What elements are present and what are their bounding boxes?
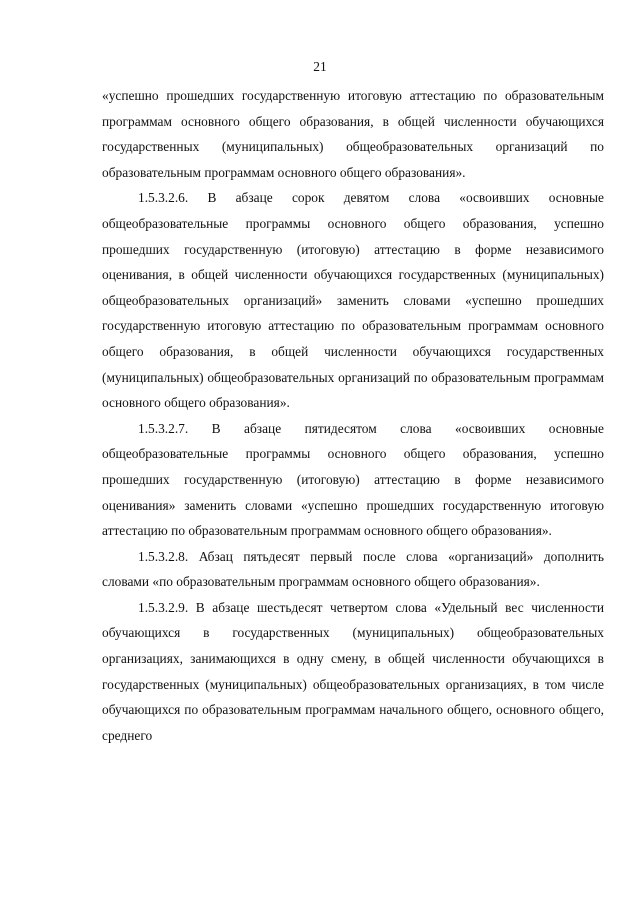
paragraph-1-5-3-2-6: 1.5.3.2.6. В абзаце сорок девятом слова «освоивших основные общеобразовательные программы основного общего образования, успешно прошедших государственную (итоговую) аттестацию в форме независимого оценивания, в общей численности обучающихся государственных (муниципальных) общеобразовательных организаций» заменить словами «успешно прошедших государственную итоговую аттестацию по образовательным программам основного общего образования, в общей численности обучающихся государственных (муниципальных) общеобразовательных организаций по образовательным программам основного общего образования».: [102, 190, 604, 411]
paragraph-1-5-3-2-9: 1.5.3.2.9. В абзаце шестьдесят четвертом слова «Удельный вес численности обучающихся в государственных (муниципальных) общеобразовательных организациях, занимающихся в одну смену, в общей численности обучающихся в государственных (муниципальных) общеобразовательных организациях, в том числе обучающихся по образовательным программам начального общего, основного общего, среднего: [102, 599, 604, 743]
document-body: [102, 83, 604, 748]
page-number: 21: [313, 59, 327, 74]
paragraph-1-5-3-2-7: 1.5.3.2.7. В абзаце пятидесятом слова «освоивших основные общеобразовательные программы основного общего образования, успешно прошедших государственную (итоговую) аттестацию в форме независимого оценивания» заменить словами «успешно прошедших государственную итоговую аттестацию по образовательным программам основного общего образования».: [102, 420, 604, 539]
paragraph-1-5-3-2-8: 1.5.3.2.8. Абзац пятьдесят первый после слова «организаций» дополнить словами «по образовательным программам основного общего образования».: [102, 548, 604, 590]
paragraph-continuation: «успешно прошедших государственную итоговую аттестацию по образовательным программам основного общего образования, в общей численности обучающихся государственных (муниципальных) общеобразовательных организаций по образовательным программам основного общего образования».: [102, 88, 604, 180]
